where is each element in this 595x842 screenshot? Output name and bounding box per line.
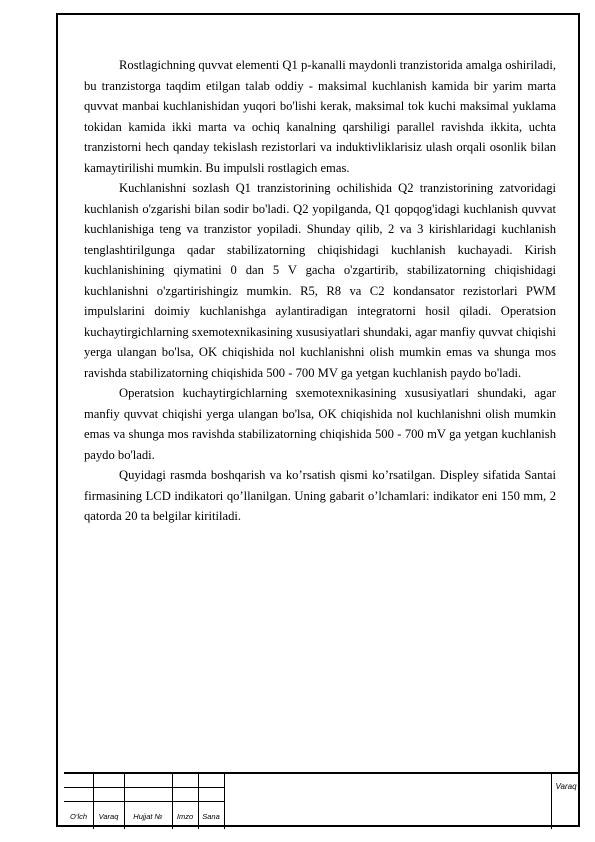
paragraph-1: Rostlagichning quvvat elementi Q1 p-kanalli maydonli tranzistorida amalga oshiriladi, bu tranzistorga taqdim etilgan talab oddiy - maksimal kuchlanish kamida bir yarim marta quvvat manbai kuchlanishidan yuqori bo'lishi kerak, maksimal tok kuchi maksimal yuklama tokidan kamida ikki marta va ochiq kanalning qarshiligi parallel ravishda ikkita, uchta tranzistorni hech qanday tekislash rezistorlari va induktivliklarisiz ulash orqali osonlik bilan kamaytirilishi mumkin. Bu impulsli rostlagich emas. [84,58,556,175]
stamp-varaq-label: Varaq [98,812,119,821]
stamp-sana-label: Sana [202,812,220,821]
stamp-col-line [224,774,225,829]
paragraph-2: Kuchlanishni sozlash Q1 tranzistorining ochilishida Q2 tranzistorining zatvoridagi kuchlanish o'zgarishi bilan sodir bo'ladi. Q2 yopilganda, Q1 qopqog'idagi kuchlanish quvvat kuchlanishiga teng va tranzistor yopiladi. Shunday qilib, 2 va 3 kirishlaridagi kuchlanish tenglashtirilgunga qadar stabilizatorning chiqishidagi kuchlanish kuchayadi. Kirish kuchlanishining qiymatini 0 dan 5 V gacha o'zgartirib, stabilizatorning chiqishidagi kuchlanishni o'zgartirishingiz mumkin. R5, R8 va C2 kondansator rezistorlari PWM impulslarini doimiy kuchlanishga aylantiradigan integratorni hosil qiladi. Operatsion kuchaytirgichlarning sxemotexnikasining xususiyatlari shundaki, agar manfiy quvvat chiqishi yerga ulangan bo'lsa, OK chiqishida nol kuchlanishni olish mumkin emas va shunga mos ravishda stabilizatorning chiqishida 500 - 700 MV ga yetgan kuchlanish paydo bo'ladi. [84,181,556,380]
page-number-box [551,774,580,829]
paragraph-3: Operatsion kuchaytirgichlarning sxemotexnikasining xususiyatlari shundaki, agar manfiy quvvat chiqishi yerga ulangan bo'lsa, OK chiqishida nol kuchlanishni olish mumkin emas va shunga mos ravishda stabilizatorning chiqishida 500 - 700 mV ga yetgan kuchlanish paydo bo'ladi. [84,386,556,462]
title-block [64,772,580,829]
document-body [84,55,556,527]
paragraph-4: Quyidagi rasmda boshqarish va ko’rsatish qismi ko’rsatilgan. Displey sifatida Santai firmasining LCD indikatori qo’llanilgan. Uning gabarit o’lchamlari: indikator eni 150 mm, 2 qatorda 20 ta belgilar kiritiladi. [84,468,556,523]
stamp-row-line [64,787,224,788]
stamp-hujjat-label: Hujjat № [133,812,163,821]
stamp-olch-label: O‘lch [69,812,88,821]
page-number-label: Varaq [555,782,577,791]
stamp-imzo-label: Imzo [176,812,194,821]
stamp-row-line [64,801,224,802]
